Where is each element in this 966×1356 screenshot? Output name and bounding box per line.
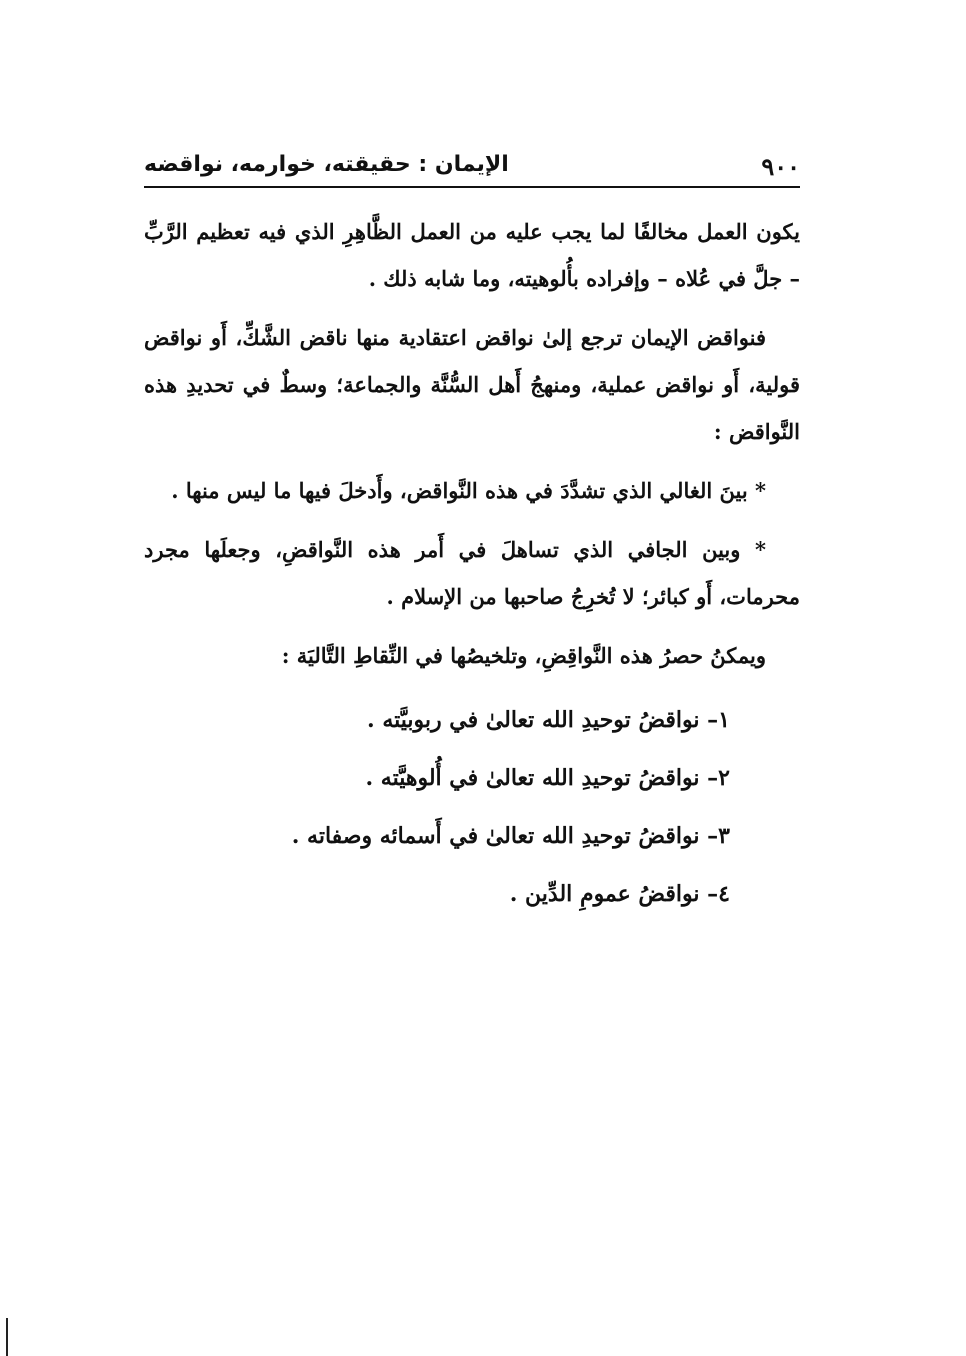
page-header [144,150,800,190]
paragraph-nullifiers: فنواقض الإيمان ترجع إلىٰ نواقض اعتقادية منها ناقض الشَّكِّ، أَو نواقض قولية، أَو نواقض عملية، ومنهجُ أَهل السُّنَّة والجماعة؛ وسطٌ في تحديدِ هذه النَّواقض : [144,325,800,444]
bullet-lax: * وبين الجافي الذي تساهلَ في أَمر هذه النَّواقضِ، وجعلَها مجرد محرمات، أَو كبائر؛ لا تُخرِجُ صاحبها من الإسلام . [144,537,800,609]
list-item: ٣– نواقضُ توحيدِ الله تعالىٰ في أَسمائه وصفاته . [291,823,730,849]
running-title: الإيمان : حقيقته، خوارمه، نواقضه [144,152,509,177]
scan-edge-mark [6,1318,8,1356]
list-item: ١– نواقضُ توحيدِ الله تعالىٰ في ربوبيَّته . [367,707,730,733]
header-rule [144,186,800,188]
page-body [144,208,800,923]
page-number: ٩٠٠ [761,152,800,181]
nullifiers-list [144,691,800,923]
bullet-extremist: * بينَ الغالي الذي تشدَّدَ في هذه النَّواقض، وأَدخلَ فيها ما ليس منها . [171,478,766,503]
list-item: ٤– نواقضُ عمومِ الدِّين . [509,881,730,907]
list-item: ٢– نواقضُ توحيدِ الله تعالىٰ في أُلوهيَّته . [365,765,730,791]
paragraph-summary-intro: ويمكنُ حصرُ هذه النَّواقِضِ، وتلخيصُها في النِّقاطِ التَّاليَة : [281,643,766,668]
paragraph-continuation: يكون العمل مخالفًا لما يجب عليه من العمل الظَّاهِرِ الذي فيه تعظيم الرَّبِّ – جلَّ في عُلاه – وإفراده بأُلوهيته، وما شابه ذلك . [144,219,800,291]
